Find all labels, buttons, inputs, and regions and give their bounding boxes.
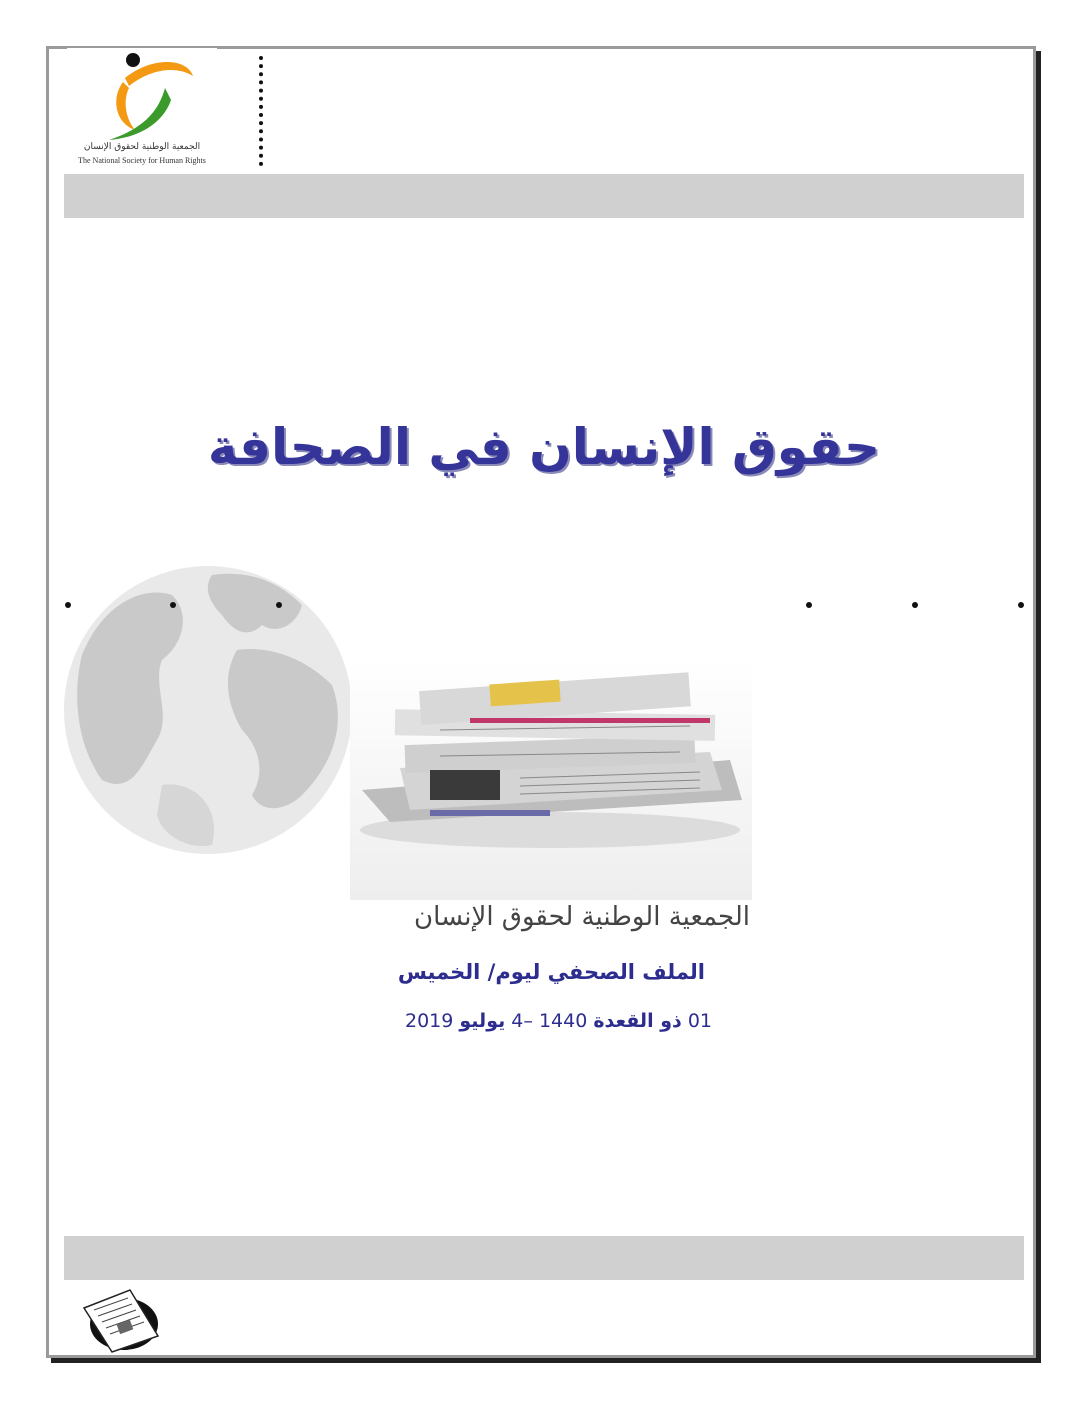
greg-year: 2019	[404, 1010, 454, 1032]
greg-day: 4	[511, 1010, 524, 1032]
dot-marker	[1018, 602, 1024, 608]
organization-name: الجمعية الوطنية لحقوق الإنسان	[414, 902, 750, 932]
dotted-divider	[259, 56, 263, 166]
dot-marker	[912, 602, 918, 608]
header-band	[64, 174, 1024, 218]
footer-band	[64, 1236, 1024, 1280]
logo-caption-english: The National Society for Human Rights	[78, 156, 206, 165]
dot-marker	[806, 602, 812, 608]
dot-marker	[170, 602, 176, 608]
dot-marker	[65, 602, 71, 608]
press-file-label: الملف الصحفي ليوم/ الخميس	[397, 960, 705, 984]
hijri-year: 1440	[538, 1010, 588, 1032]
newspapers-image	[350, 660, 752, 900]
hijri-day: 01	[687, 1010, 712, 1032]
logo-caption-arabic: الجمعية الوطنية لحقوق الإنسان	[83, 142, 201, 152]
cover-title: حقوق الإنسان في الصحافة	[207, 418, 881, 476]
globe-icon	[62, 565, 354, 855]
newspaper-icon	[80, 1288, 162, 1354]
nshr-logo	[67, 48, 217, 173]
hijri-month: ذو القعدة	[593, 1010, 682, 1032]
issue-date	[200, 1010, 712, 1032]
date-separator: –	[523, 1010, 533, 1032]
dot-marker	[276, 602, 282, 608]
greg-month: يوليو	[459, 1010, 506, 1032]
